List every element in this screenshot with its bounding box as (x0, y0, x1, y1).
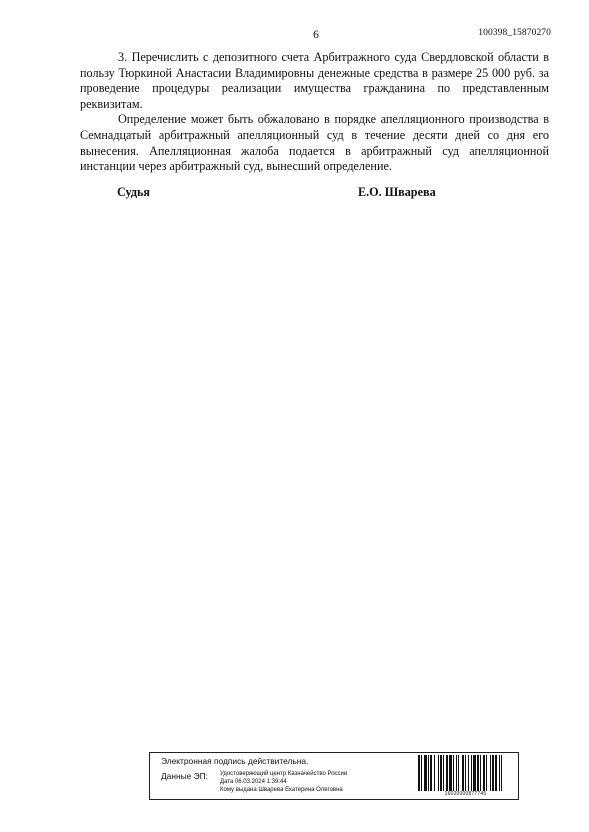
document-id: 100398_15870270 (478, 28, 551, 38)
esign-issuer: Удостоверяющий центр Казначейство России (220, 771, 348, 777)
esign-label: Данные ЭП: (161, 771, 208, 781)
page-number: 6 (313, 29, 319, 41)
paragraph-1: 3. Перечислить с депозитного счета Арбитражного суда Свердловской области в пользу Тюркиной Анастасии Владимировны денежные средства в размере 25 000 руб. за проведение процедуры реализации имущества гражданина по представленным реквизитам. (80, 50, 549, 111)
esign-owner: Кому выдана Шварева Екатерина Олеговна (220, 787, 343, 793)
esign-date: Дата 06.03.2024 1:39:44 (220, 779, 287, 785)
judge-label: Судья (117, 185, 151, 199)
barcode-number: 16020000877745 (444, 791, 487, 797)
electronic-signature-stamp (149, 752, 519, 800)
judge-name: Е.О. Шварева (358, 185, 436, 199)
esign-details (220, 770, 347, 794)
document-body (80, 50, 549, 175)
barcode-icon (418, 755, 515, 791)
paragraph-2: Определение может быть обжаловано в порядке апелляционного производства в Семнадцатый арбитражный апелляционный суд в течение десяти дней со дня его вынесения. Апелляционная жалоба подается в арбитражный суд апелляционной инстанции через арбитражный суд, вынесший определение. (80, 112, 549, 174)
esign-valid-text: Электронная подпись действительна. (161, 756, 309, 766)
